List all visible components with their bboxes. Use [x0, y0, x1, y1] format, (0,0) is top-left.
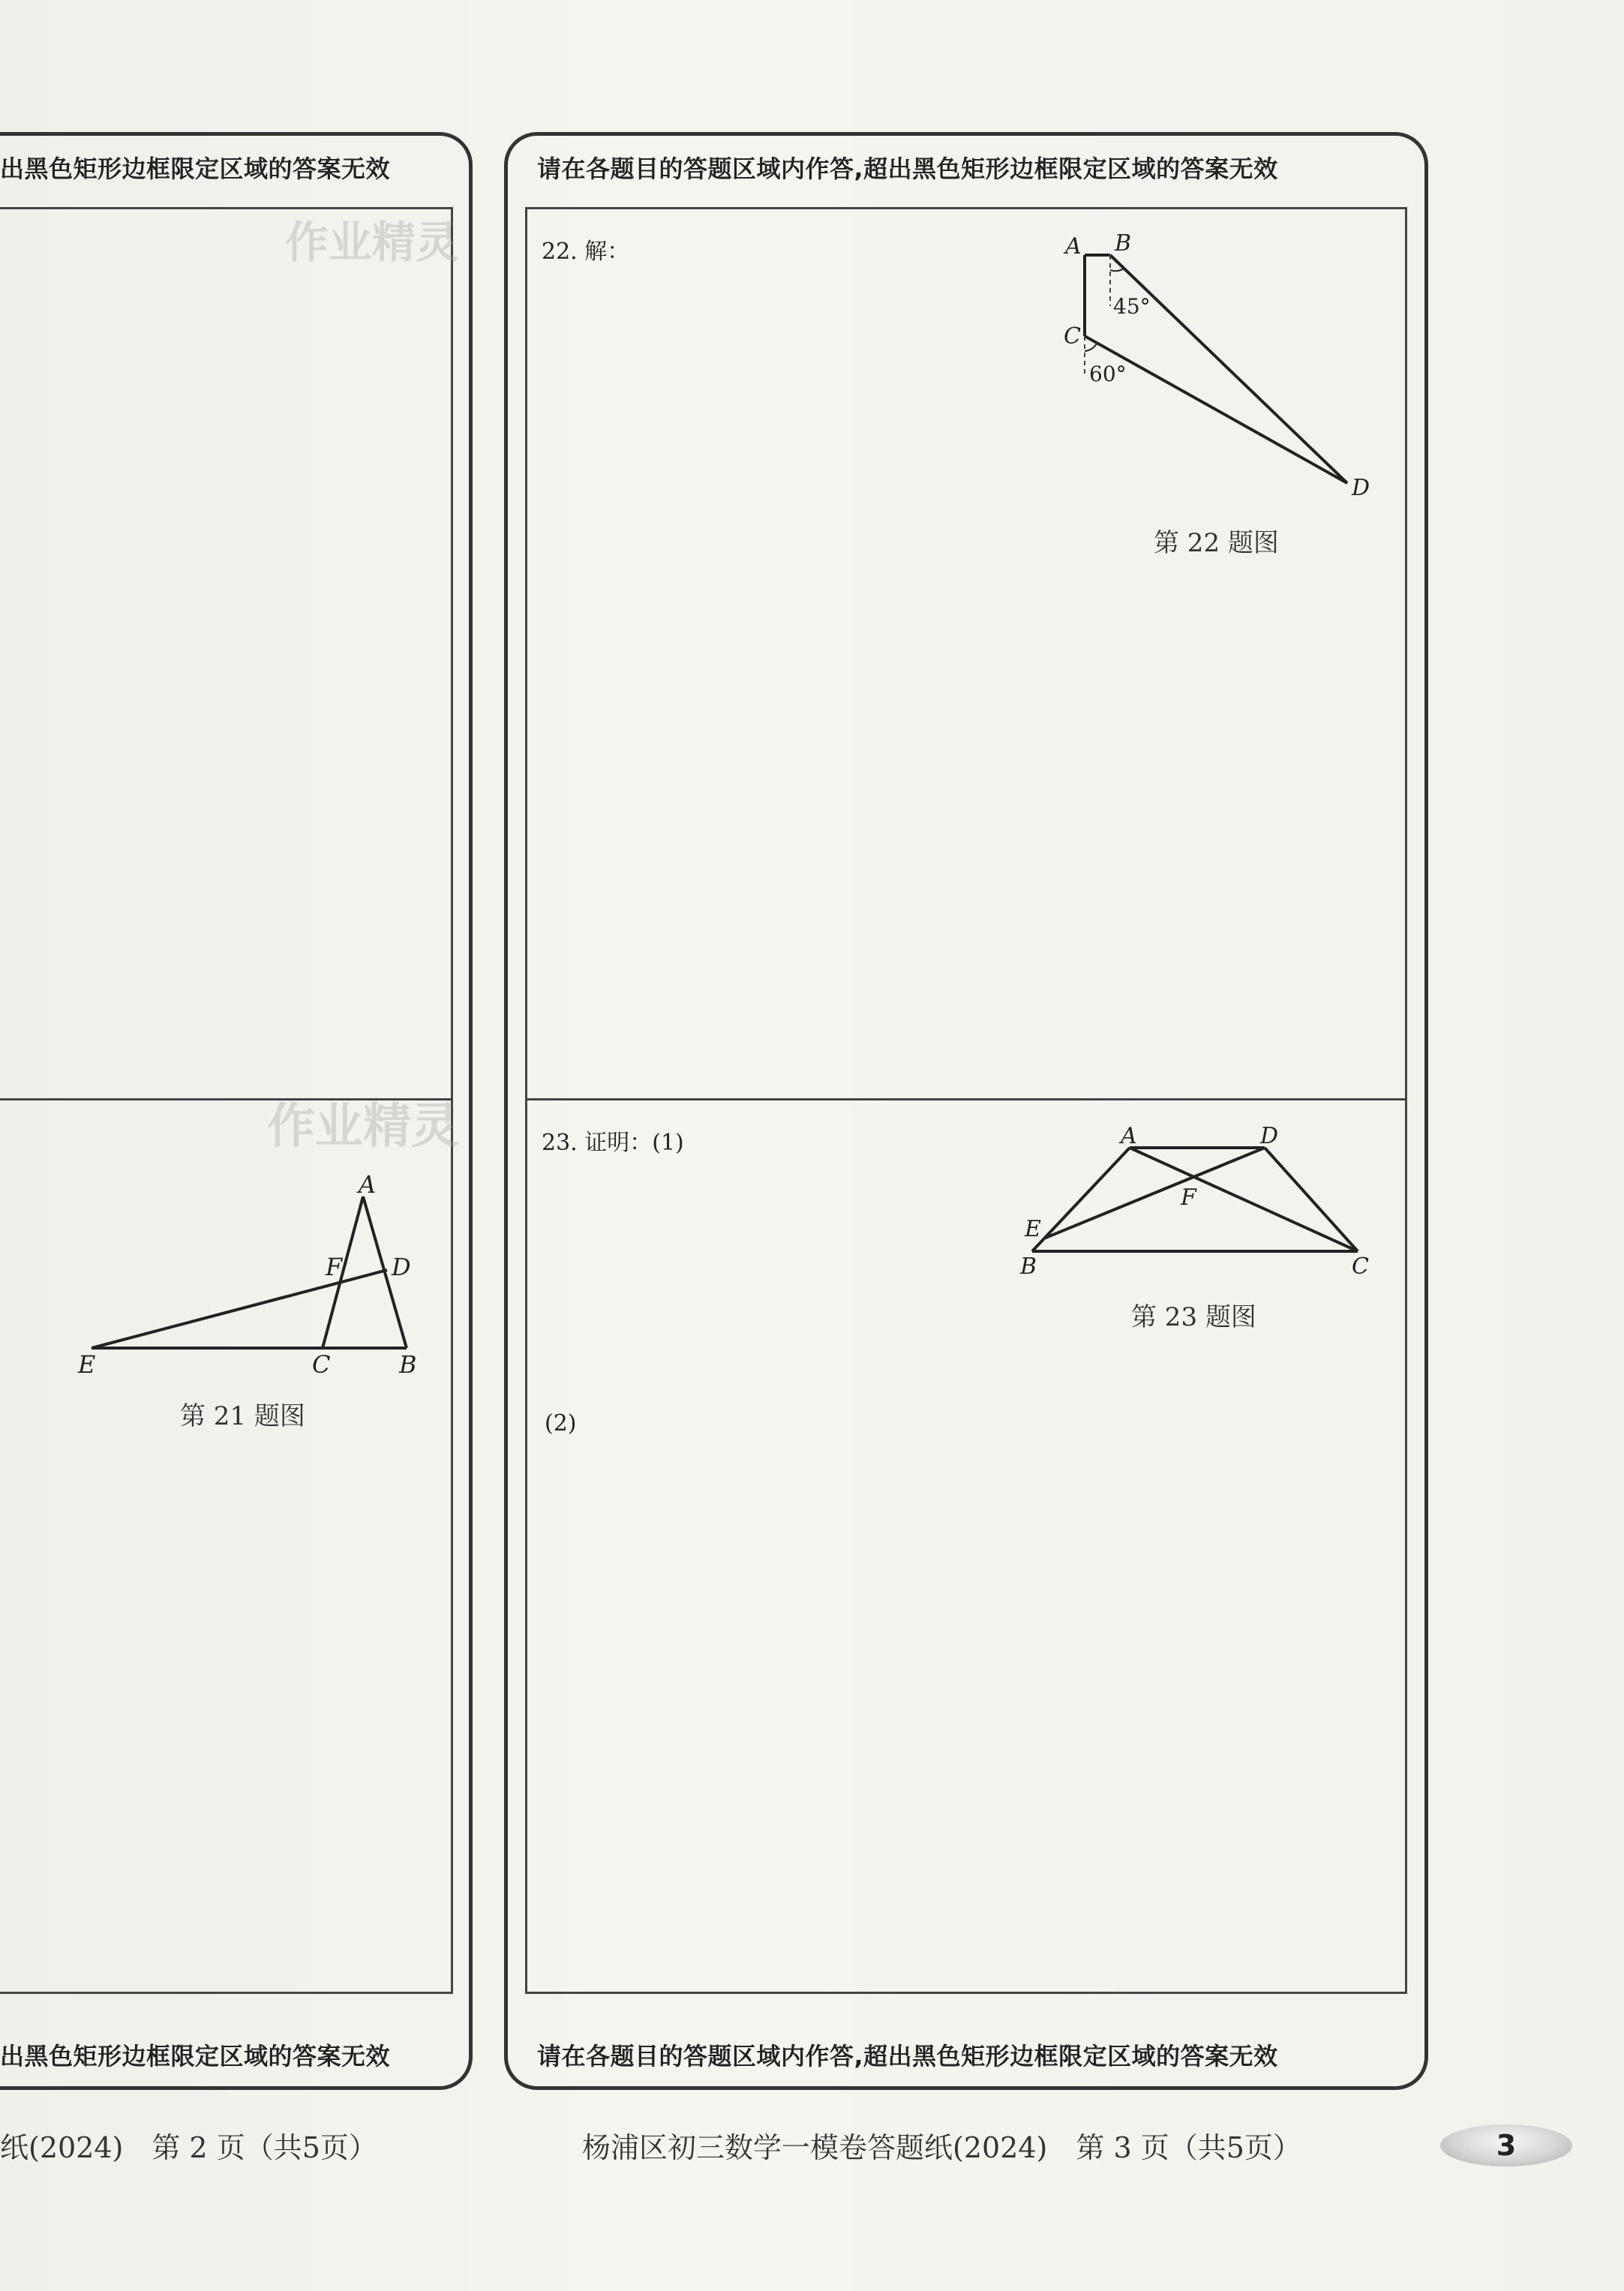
fig22-angle-45: 45°	[1113, 294, 1151, 319]
figure-23	[1013, 1118, 1388, 1283]
fig21-label-e: E	[78, 1350, 96, 1379]
fig21-label-c: C	[312, 1350, 331, 1379]
fig23-label-b: B	[1020, 1254, 1037, 1280]
fig22-angle-60: 60°	[1089, 362, 1127, 386]
fig23-label-a: A	[1121, 1123, 1137, 1149]
watermark-top: 作业精灵	[285, 217, 460, 268]
fig21-label-f: F	[326, 1253, 343, 1281]
figure-22	[1050, 222, 1395, 522]
left-bottom-notice: 出黑色矩形边框限定区域的答案无效	[0, 2042, 391, 2070]
fig22-label-b: B	[1115, 230, 1132, 257]
fig21-label-a: A	[359, 1170, 377, 1199]
fig21-label-b: B	[399, 1350, 417, 1379]
fig22-label-c: C	[1064, 323, 1081, 350]
right-bottom-notice: 请在各题目的答题区域内作答,超出黑色矩形边框限定区域的答案无效	[537, 2042, 1278, 2070]
fig22-angle-arc-c	[1085, 344, 1097, 351]
fig21-label-d: D	[392, 1253, 411, 1281]
fig22-angle-arc-b	[1110, 269, 1124, 271]
page-number-badge: 3	[1440, 2124, 1572, 2166]
fig22-caption: 第 22 题图	[1154, 528, 1279, 558]
left-top-notice: 出黑色矩形边框限定区域的答案无效	[0, 155, 391, 183]
fig23-label-d: D	[1260, 1123, 1279, 1149]
fig23-caption: 第 23 题图	[1131, 1302, 1256, 1332]
fig23-label-f: F	[1181, 1185, 1196, 1211]
fig23-segment-ac	[1130, 1148, 1358, 1251]
q23-part2-label: (2)	[545, 1410, 577, 1437]
fig22-label-a: A	[1065, 233, 1082, 260]
q23-label: 23. 证明：(1)	[542, 1130, 684, 1156]
q22-label: 22. 解：	[542, 239, 630, 265]
right-top-notice: 请在各题目的答题区域内作答,超出黑色矩形边框限定区域的答案无效	[537, 155, 1278, 183]
right-footer: 杨浦区初三数学一模卷答题纸(2024) 第 3 页（共5页）	[582, 2131, 1301, 2164]
fig21-segment-ed	[92, 1270, 387, 1348]
fig21-caption: 第 21 题图	[180, 1401, 305, 1431]
right-divider	[525, 1098, 1407, 1100]
fig23-label-c: C	[1352, 1254, 1369, 1280]
fig23-segment-dc	[1265, 1148, 1358, 1251]
left-footer: 纸(2024) 第 2 页（共5页）	[0, 2131, 377, 2164]
fig22-label-d: D	[1352, 475, 1370, 501]
watermark-middle: 作业精灵	[267, 1099, 459, 1155]
fig23-label-e: E	[1025, 1216, 1041, 1242]
figure-21	[68, 1170, 443, 1395]
